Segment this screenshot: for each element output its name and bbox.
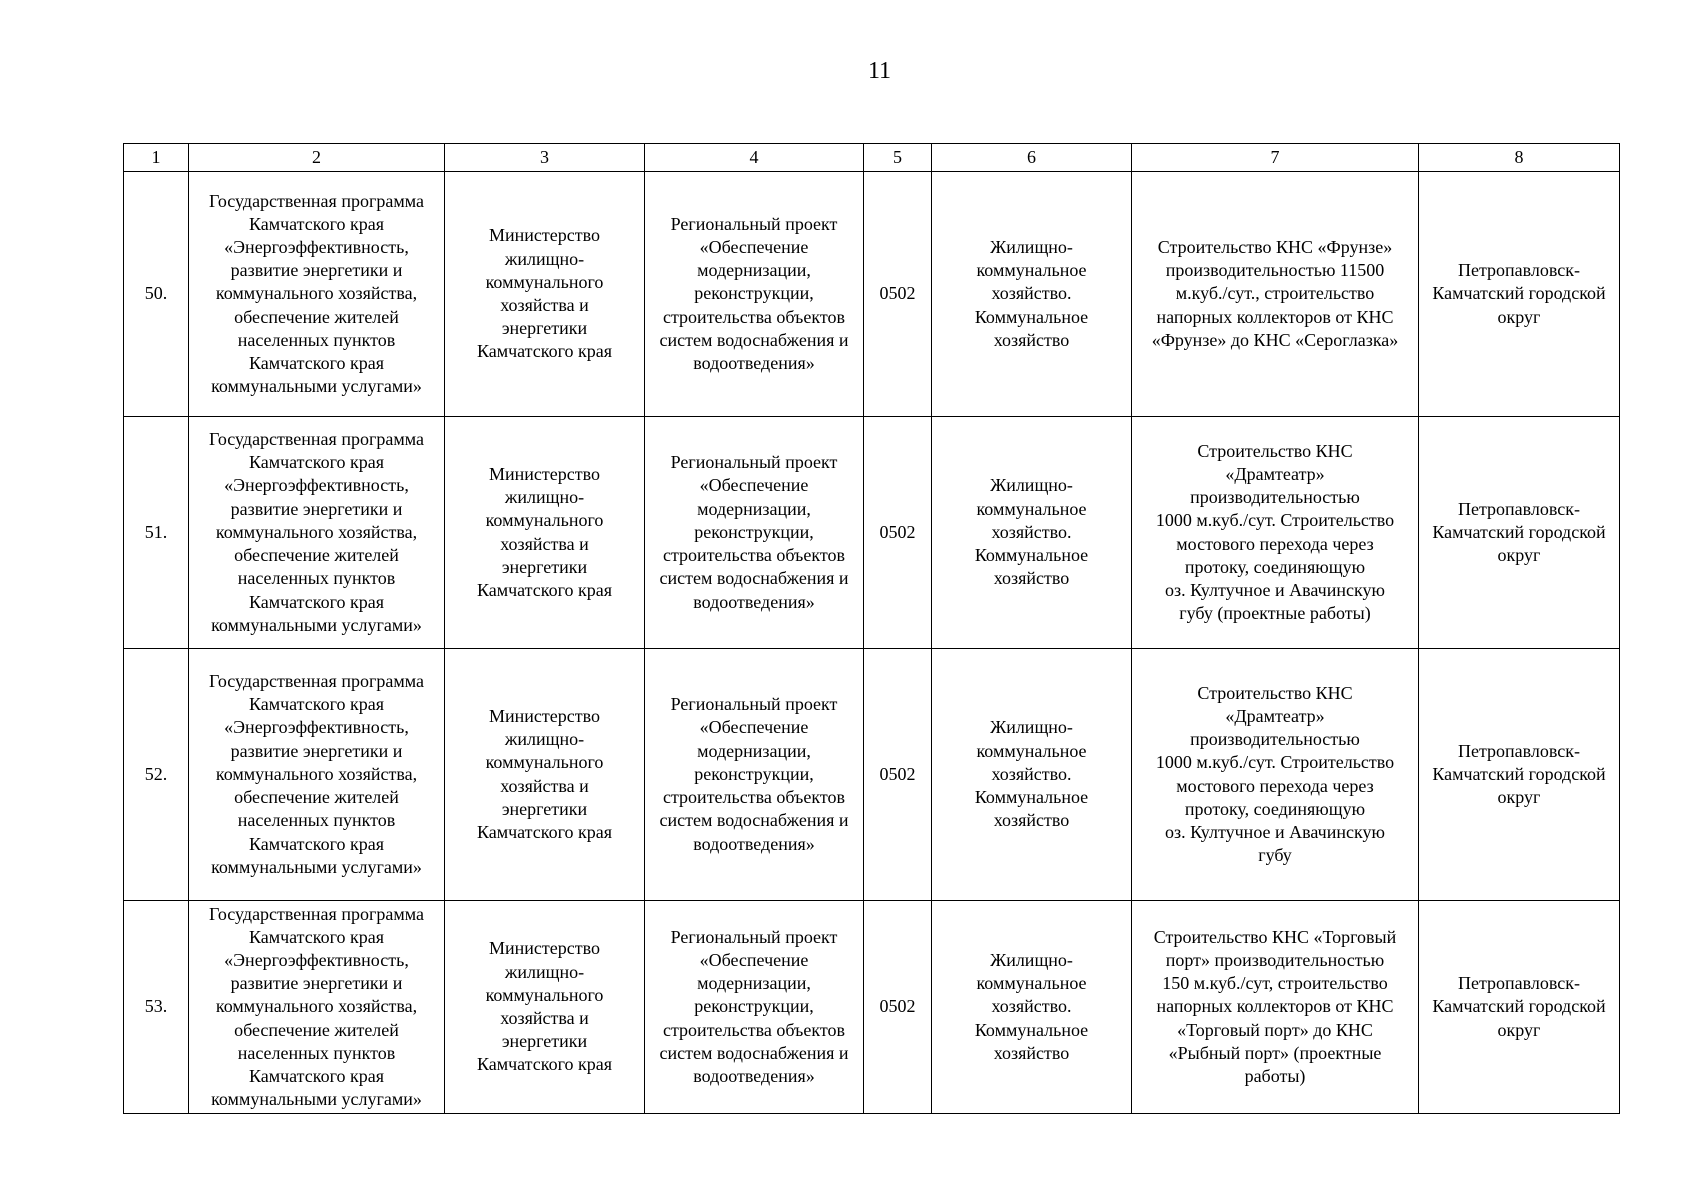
- row-number: 52.: [144, 763, 168, 784]
- page-number: 11: [867, 58, 892, 84]
- location-text: Петропавловск- Камчатский городской округ: [1432, 498, 1606, 566]
- ministry-cell: [445, 417, 645, 649]
- code-cell: [864, 417, 932, 649]
- program-cell: [189, 172, 445, 417]
- project-cell: [645, 649, 864, 901]
- ministry-cell: [445, 649, 645, 901]
- sector-cell: [932, 417, 1132, 649]
- program-text: Государственная программа Камчатского края «Энергоэффективность, развитие энергетики и коммунального хозяйства, обеспечение жителей населенных пунктов Камчатского края коммунальными услугами»: [209, 429, 424, 635]
- sector-text: Жилищно- коммунальное хозяйство. Коммунальное хозяйство: [974, 717, 1089, 831]
- program-cell: [189, 417, 445, 649]
- row-number-cell: [124, 172, 189, 417]
- code-text: 0502: [879, 521, 916, 542]
- location-cell: [1419, 417, 1620, 649]
- code-text: 0502: [879, 283, 916, 304]
- object-text: Строительство КНС «Торговый порт» производительностью 150 м.куб./сут, строительство напорных коллекторов от КНС «Торговый порт» до КНС «Рыбный порт» (проектные работы): [1153, 926, 1397, 1086]
- location-cell: [1419, 649, 1620, 901]
- code-text: 0502: [879, 763, 916, 784]
- program-cell: [189, 649, 445, 901]
- program-cell: [189, 901, 445, 1114]
- code-cell: [864, 649, 932, 901]
- ministry-text: Министерство жилищно- коммунального хозяйства и энергетики Камчатского края: [476, 225, 613, 362]
- sector-text: Жилищно- коммунальное хозяйство. Коммунальное хозяйство: [974, 236, 1089, 350]
- object-cell: [1132, 649, 1419, 901]
- sector-text: Жилищно- коммунальное хозяйство. Коммунальное хозяйство: [974, 475, 1089, 589]
- sector-cell: [932, 172, 1132, 417]
- row-number-cell: [124, 649, 189, 901]
- header-cell: 3: [445, 144, 645, 172]
- object-text: Строительство КНС «Фрунзе» производительностью 11500 м.куб./сут., строительство напорных коллекторов от КНС «Фрунзе» до КНС «Сероглазка»: [1151, 236, 1399, 350]
- location-text: Петропавловск- Камчатский городской округ: [1432, 973, 1606, 1040]
- row-number: 53.: [144, 996, 168, 1017]
- header-cell: 4: [645, 144, 864, 172]
- table-row: [124, 172, 1620, 417]
- object-text: Строительство КНС «Драмтеатр» производительностью 1000 м.куб./сут. Строительство мостового перехода через протоку, соединяющую оз. Култучное и Авачинскую губу: [1155, 682, 1395, 866]
- ministry-text: Министерство жилищно- коммунального хозяйства и энергетики Камчатского края: [476, 938, 613, 1075]
- program-text: Государственная программа Камчатского края «Энергоэффективность, развитие энергетики и коммунального хозяйства, обеспечение жителей населенных пунктов Камчатского края коммунальными услугами»: [209, 903, 424, 1110]
- ministry-cell: [445, 901, 645, 1114]
- data-table: [123, 143, 1620, 1114]
- table-row: [124, 649, 1620, 901]
- project-text: Региональный проект «Обеспечение модернизации, реконструкции, строительства объектов систем водоснабжения и водоотведения»: [659, 452, 849, 612]
- location-cell: [1419, 901, 1620, 1114]
- project-cell: [645, 901, 864, 1114]
- sector-cell: [932, 649, 1132, 901]
- table-row: [124, 901, 1620, 1114]
- object-cell: [1132, 172, 1419, 417]
- project-cell: [645, 172, 864, 417]
- location-text: Петропавловск- Камчатский городской округ: [1432, 260, 1606, 327]
- code-text: 0502: [879, 996, 916, 1017]
- project-text: Региональный проект «Обеспечение модернизации, реконструкции, строительства объектов систем водоснабжения и водоотведения»: [659, 213, 849, 373]
- sector-cell: [932, 901, 1132, 1114]
- header-cell: 5: [864, 144, 932, 172]
- object-cell: [1132, 417, 1419, 649]
- project-text: Региональный проект «Обеспечение модернизации, реконструкции, строительства объектов систем водоснабжения и водоотведения»: [659, 694, 849, 854]
- code-cell: [864, 172, 932, 417]
- sector-text: Жилищно- коммунальное хозяйство. Коммунальное хозяйство: [974, 949, 1089, 1063]
- program-text: Государственная программа Камчатского края «Энергоэффективность, развитие энергетики и коммунального хозяйства, обеспечение жителей населенных пунктов Камчатского края коммунальными услугами»: [209, 190, 424, 397]
- header-cell: 8: [1419, 144, 1620, 172]
- ministry-cell: [445, 172, 645, 417]
- row-number: 50.: [144, 283, 168, 304]
- location-text: Петропавловск- Камчатский городской округ: [1432, 740, 1606, 808]
- project-cell: [645, 417, 864, 649]
- ministry-text: Министерство жилищно- коммунального хозяйства и энергетики Камчатского края: [476, 463, 613, 600]
- object-cell: [1132, 901, 1419, 1114]
- row-number-cell: [124, 417, 189, 649]
- table-header-row: [124, 144, 1620, 172]
- header-cell: 7: [1132, 144, 1419, 172]
- header-cell: 1: [124, 144, 189, 172]
- table-row: [124, 417, 1620, 649]
- header-cell: 2: [189, 144, 445, 172]
- ministry-text: Министерство жилищно- коммунального хозяйства и энергетики Камчатского края: [476, 705, 613, 842]
- object-text: Строительство КНС «Драмтеатр» производительностью 1000 м.куб./сут. Строительство мостового перехода через протоку, соединяющую оз. Култучное и Авачинскую губу (проектные работы): [1155, 440, 1395, 624]
- row-number: 51.: [144, 521, 168, 542]
- header-cell: 6: [932, 144, 1132, 172]
- code-cell: [864, 901, 932, 1114]
- project-text: Региональный проект «Обеспечение модернизации, реконструкции, строительства объектов систем водоснабжения и водоотведения»: [659, 926, 849, 1086]
- row-number-cell: [124, 901, 189, 1114]
- location-cell: [1419, 172, 1620, 417]
- program-text: Государственная программа Камчатского края «Энергоэффективность, развитие энергетики и коммунального хозяйства, обеспечение жителей населенных пунктов Камчатского края коммунальными услугами»: [209, 671, 424, 877]
